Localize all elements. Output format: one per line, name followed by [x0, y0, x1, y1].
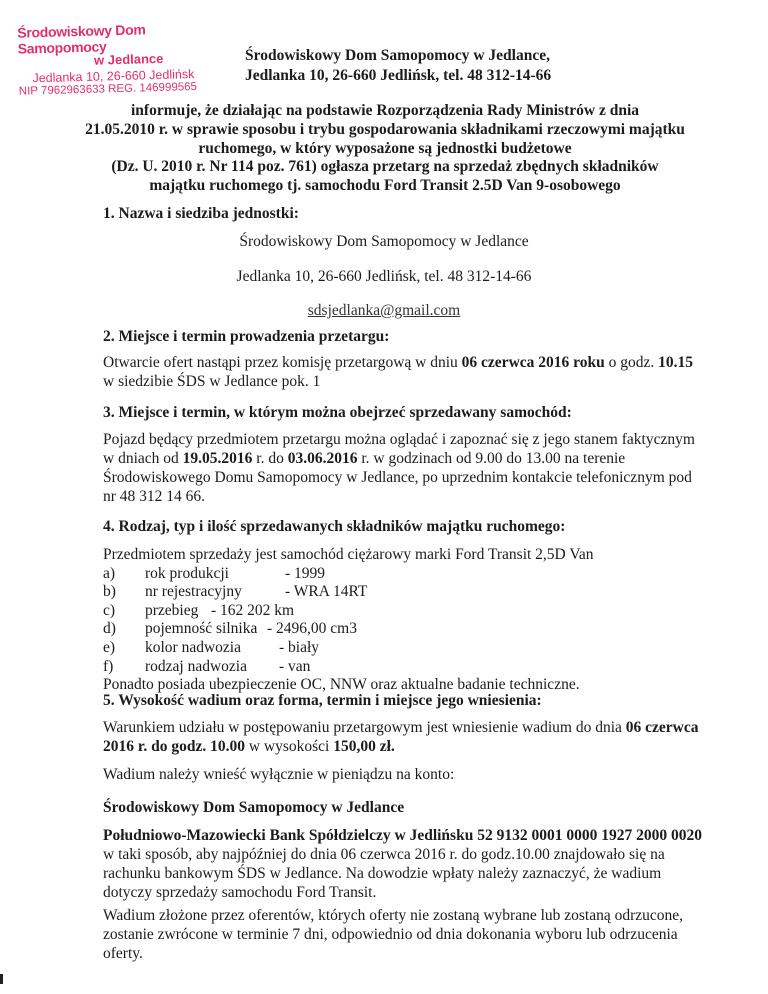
scan-mark — [0, 974, 3, 984]
opening-date: 06 czerwca 2016 roku — [461, 354, 605, 371]
text: o godz. — [604, 354, 659, 371]
deposit-deadline: 2016 r. do godz. 10.00 — [103, 738, 245, 755]
item-value: - biały — [279, 638, 320, 656]
stamp-line-3: Jedlanka 10, 26-660 Jedlińsk — [32, 67, 195, 86]
item-key: d) — [103, 620, 116, 638]
unit-address: Jedlanka 10, 26-660 Jedlińsk, tel. 48 312-14-66 — [236, 268, 532, 285]
item-value: - WRA 14RT — [285, 583, 368, 601]
text: Ponadto posiada ubezpieczenie OC, NNW oraz aktualne badanie techniczne. — [103, 676, 580, 694]
text: w siedzibie ŚDS w Jedlance pok. 1 — [103, 373, 321, 390]
deposit-condition — [103, 718, 713, 756]
bank-details — [103, 826, 743, 902]
text: w wysokości — [244, 738, 334, 755]
stamp-line-2: w Jedlance — [93, 50, 164, 68]
section-3-text — [103, 430, 713, 506]
letterhead-line-1: Środowiskowy Dom Samopomocy w Jedlance, — [245, 47, 550, 64]
item-label: nr rejestracyjny — [145, 583, 242, 601]
section-2-text — [103, 353, 713, 391]
intro-line: ruchomego, w który wyposażone są jednostki budżetowe — [198, 139, 572, 157]
item-key: f) — [103, 657, 114, 675]
text: Przedmiotem sprzedaży jest samochód ciężarowy marki Ford Transit 2,5D Van — [103, 546, 594, 563]
intro-line: informuje, że działając na podstawie Rozporządzenia Rady Ministrów z dnia — [130, 102, 640, 119]
text: rachunku bankowym ŚDS w Jedlance. Na dowodzie wpłaty należy zaznaczyć, że wadium — [103, 865, 662, 882]
item-key: b) — [103, 583, 116, 601]
unit-email[interactable]: sdsjedlanka@gmail.com — [307, 302, 461, 319]
text: Wadium złożone przez oferentów, których oferty nie zostaną wybrane lub zostaną odrzucone, — [103, 907, 684, 924]
list-item — [103, 565, 593, 584]
item-label: pojemność silnika — [145, 620, 258, 638]
item-label: rok produkcji — [145, 564, 229, 582]
text: Otwarcie ofert nastąpi przez komisję przetargową w dniu — [103, 354, 462, 371]
text: r. do — [252, 450, 288, 467]
text: w dniach od — [103, 450, 183, 467]
text: zostanie zwrócone w terminie 7 dni, odpowiednio od dnia dokonania wyboru lub odrzucenia — [103, 926, 678, 943]
list-item — [103, 658, 593, 677]
list-item — [103, 620, 593, 639]
intro-line: (Dz. U. 2010 r. Nr 114 poz. 761) ogłasza przetarg na sprzedaż zbędnych składników — [111, 158, 659, 176]
text: r. w godzinach od 9.00 do 13.00 na terenie — [357, 450, 626, 467]
section-5-heading: 5. Wysokość wadium oraz forma, termin i miejsce jego wniesienia: — [103, 692, 542, 709]
section-3-heading: 3. Miejsce i termin, w którym można obejrzeć sprzedawany samochód: — [103, 404, 572, 421]
section-1-heading: 1. Nazwa i siedziba jednostki: — [103, 205, 299, 222]
item-label: przebieg — [145, 601, 199, 619]
item-label: kolor nadwozia — [145, 638, 241, 656]
intro-line: 21.05.2010 r. w sprawie sposobu i trybu gospodarowania składnikami rzeczowymi majątku — [85, 120, 685, 138]
deposit-return — [103, 906, 743, 963]
viewing-date-from: 19.05.2016 — [182, 450, 253, 467]
text: Pojazd będący przedmiotem przetargu można oglądać i zapoznać się z jego stanem faktycznym — [103, 431, 695, 448]
list-item — [103, 583, 593, 602]
item-value: - 2496,00 cm3 — [267, 620, 357, 638]
intro-line: majątku ruchomego tj. samochodu Ford Transit 2.5D Van 9-osobowego — [149, 177, 621, 195]
list-item — [103, 639, 593, 658]
text: Wadium należy wnieść wyłącznie w pieniądzu na konto: — [103, 766, 455, 783]
opening-time: 10.15 — [658, 354, 693, 371]
item-label: rodzaj nadwozia — [145, 657, 247, 675]
text: w taki sposób, aby najpóźniej do dnia 06 czerwca 2016 r. do godz.10.00 znajdowało się na — [103, 846, 665, 863]
item-key: a) — [103, 564, 116, 582]
account-holder: Środowiskowy Dom Samopomocy w Jedlance — [103, 799, 405, 816]
text: Środowiskowego Domu Samopomocy w Jedlance, po uprzednim kontakcie telefonicznym pod — [103, 469, 692, 486]
bank-account: Południowo-Mazowiecki Bank Spółdzielczy w Jedlińsku 52 9132 0001 0000 1927 2000 0020 — [103, 827, 702, 844]
text: oferty. — [103, 945, 143, 962]
list-item — [103, 602, 593, 621]
unit-name: Środowiskowy Dom Samopomocy w Jedlance — [239, 233, 529, 250]
text: dotyczy sprzedaży samochodu Ford Transit. — [103, 884, 377, 901]
institution-stamp — [17, 19, 224, 97]
item-key: e) — [103, 638, 116, 656]
intro-paragraph — [60, 102, 710, 196]
section-2-heading: 2. Miejsce i termin prowadzenia przetargu: — [103, 328, 390, 345]
deposit-amount: 150,00 zł. — [333, 738, 395, 755]
stamp-line-4: NIP 7962963633 REG. 146999565 — [18, 81, 198, 98]
text: Warunkiem udziału w postępowaniu przetargowym jest wniesienie wadium do dnia — [103, 719, 626, 736]
item-value: - van — [279, 657, 311, 675]
text: nr 48 312 14 66. — [103, 488, 206, 505]
letterhead — [245, 46, 551, 86]
item-value: - 162 202 km — [211, 601, 295, 619]
viewing-date-to: 03.06.2016 — [287, 450, 358, 467]
item-key: c) — [103, 601, 116, 619]
deposit-deadline: 06 czerwca — [625, 719, 699, 736]
letterhead-line-2: Jedlanka 10, 26-660 Jedlińsk, tel. 48 312-14-66 — [245, 67, 552, 84]
stamp-line-1: Środowiskowy Dom Samopomocy — [17, 21, 146, 57]
item-value: - 1999 — [285, 564, 326, 582]
section-4-heading: 4. Rodzaj, typ i ilość sprzedawanych składników majątku ruchomego: — [103, 518, 566, 535]
vehicle-spec-list — [103, 546, 593, 695]
